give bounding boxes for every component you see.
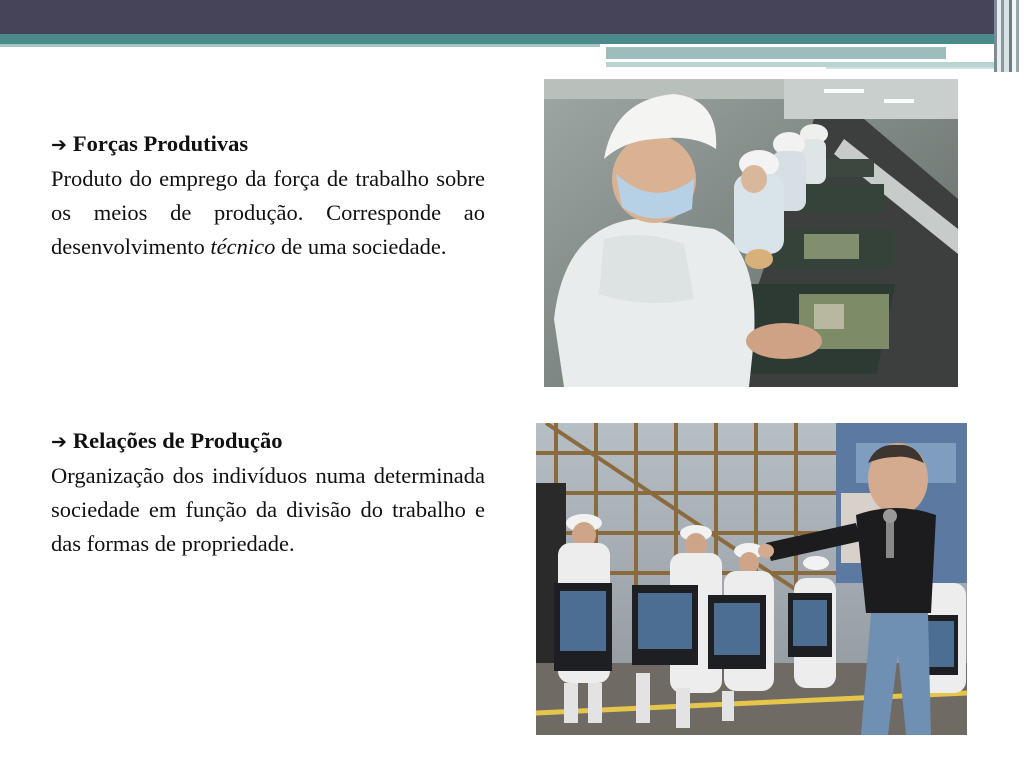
header-accent-line (0, 44, 600, 47)
protest-photo (536, 423, 967, 735)
factory-workers-photo (544, 79, 958, 387)
heading-text: Relações de Produção (72, 428, 283, 453)
body-italic-text: técnico (210, 234, 276, 259)
heading-text: Forças Produtivas (72, 131, 249, 156)
right-arrow-icon: ➔ (51, 134, 67, 156)
section-relacoes-de-producao (51, 424, 485, 561)
section-heading (51, 424, 485, 459)
right-arrow-icon: ➔ (51, 431, 67, 453)
header-accent-bar (0, 34, 1000, 44)
section-heading (51, 127, 485, 162)
header-stripes (994, 0, 1024, 72)
section-forcas-produtivas (51, 127, 485, 264)
section-body: Organização dos indivíduos numa determinada sociedade em função da divisão do trabalho e das formas de propriedade. (51, 463, 485, 556)
section-body (51, 162, 485, 264)
header-thin-line (826, 67, 996, 69)
header-bar (0, 0, 1024, 34)
header-light-bar (606, 47, 946, 59)
body-text: Produto do emprego da força de trabalho sobre os meios de produção. Corresponde ao desenvolvimento (51, 166, 485, 259)
body-text-end: de uma sociedade. (275, 234, 447, 259)
